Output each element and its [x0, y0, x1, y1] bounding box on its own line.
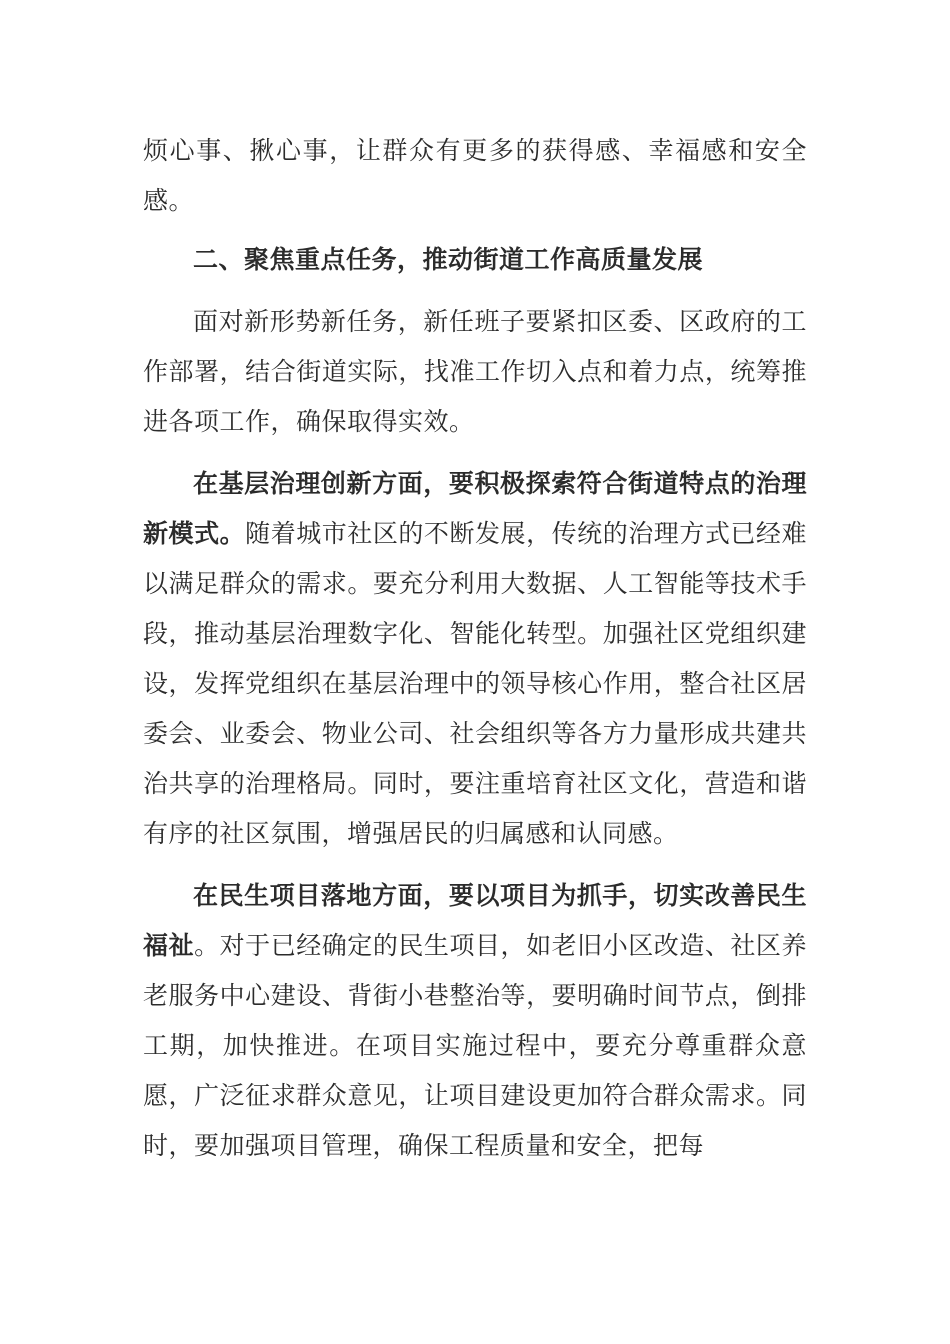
paragraph-governance-lead: 在基层治理创新方面，要积极探索符合街道特点的治理新模式。: [143, 469, 807, 548]
section-heading: 二、聚焦重点任务，推动街道工作高质量发展: [193, 245, 704, 274]
paragraph-governance-body: 随着城市社区的不断发展，传统的治理方式已经难以满足群众的需求。要充分利用大数据、人工智能等技术手段，推动基层治理数字化、智能化转型。加强社区党组织建设，发挥党组织在基层治理中的领导核心作用，整合社区居委会、业委会、物业公司、社会组织等各方力量形成共建共治共享的治理格局。同时，要注重培育社区文化，营造和谐有序的社区氛围，增强居民的归属感和认同感。: [143, 519, 807, 848]
paragraph-governance: [143, 459, 807, 859]
paragraph-intro-tail: 烦心事、揪心事，让群众有更多的获得感、幸福感和安全感。: [143, 136, 807, 215]
paragraph-overview: 面对新形势新任务，新任班子要紧扣区委、区政府的工作部署，结合街道实际，找准工作切入点和着力点，统筹推进各项工作，确保取得实效。: [143, 307, 807, 436]
paragraph-livelihood: [143, 871, 807, 1171]
document-body: [143, 126, 807, 1171]
paragraph-livelihood-lead: 在民生项目落地方面，要以项目为抓手，切实改善民生福祉: [143, 881, 807, 960]
paragraph-livelihood-body: 。对于已经确定的民生项目，如老旧小区改造、社区养老服务中心建设、背街小巷整治等，要明确时间节点，倒排工期，加快推进。在项目实施过程中，要充分尊重群众意愿，广泛征求群众意见，让项目建设更加符合群众需求。同时，要加强项目管理，确保工程质量和安全，把每: [143, 931, 807, 1160]
